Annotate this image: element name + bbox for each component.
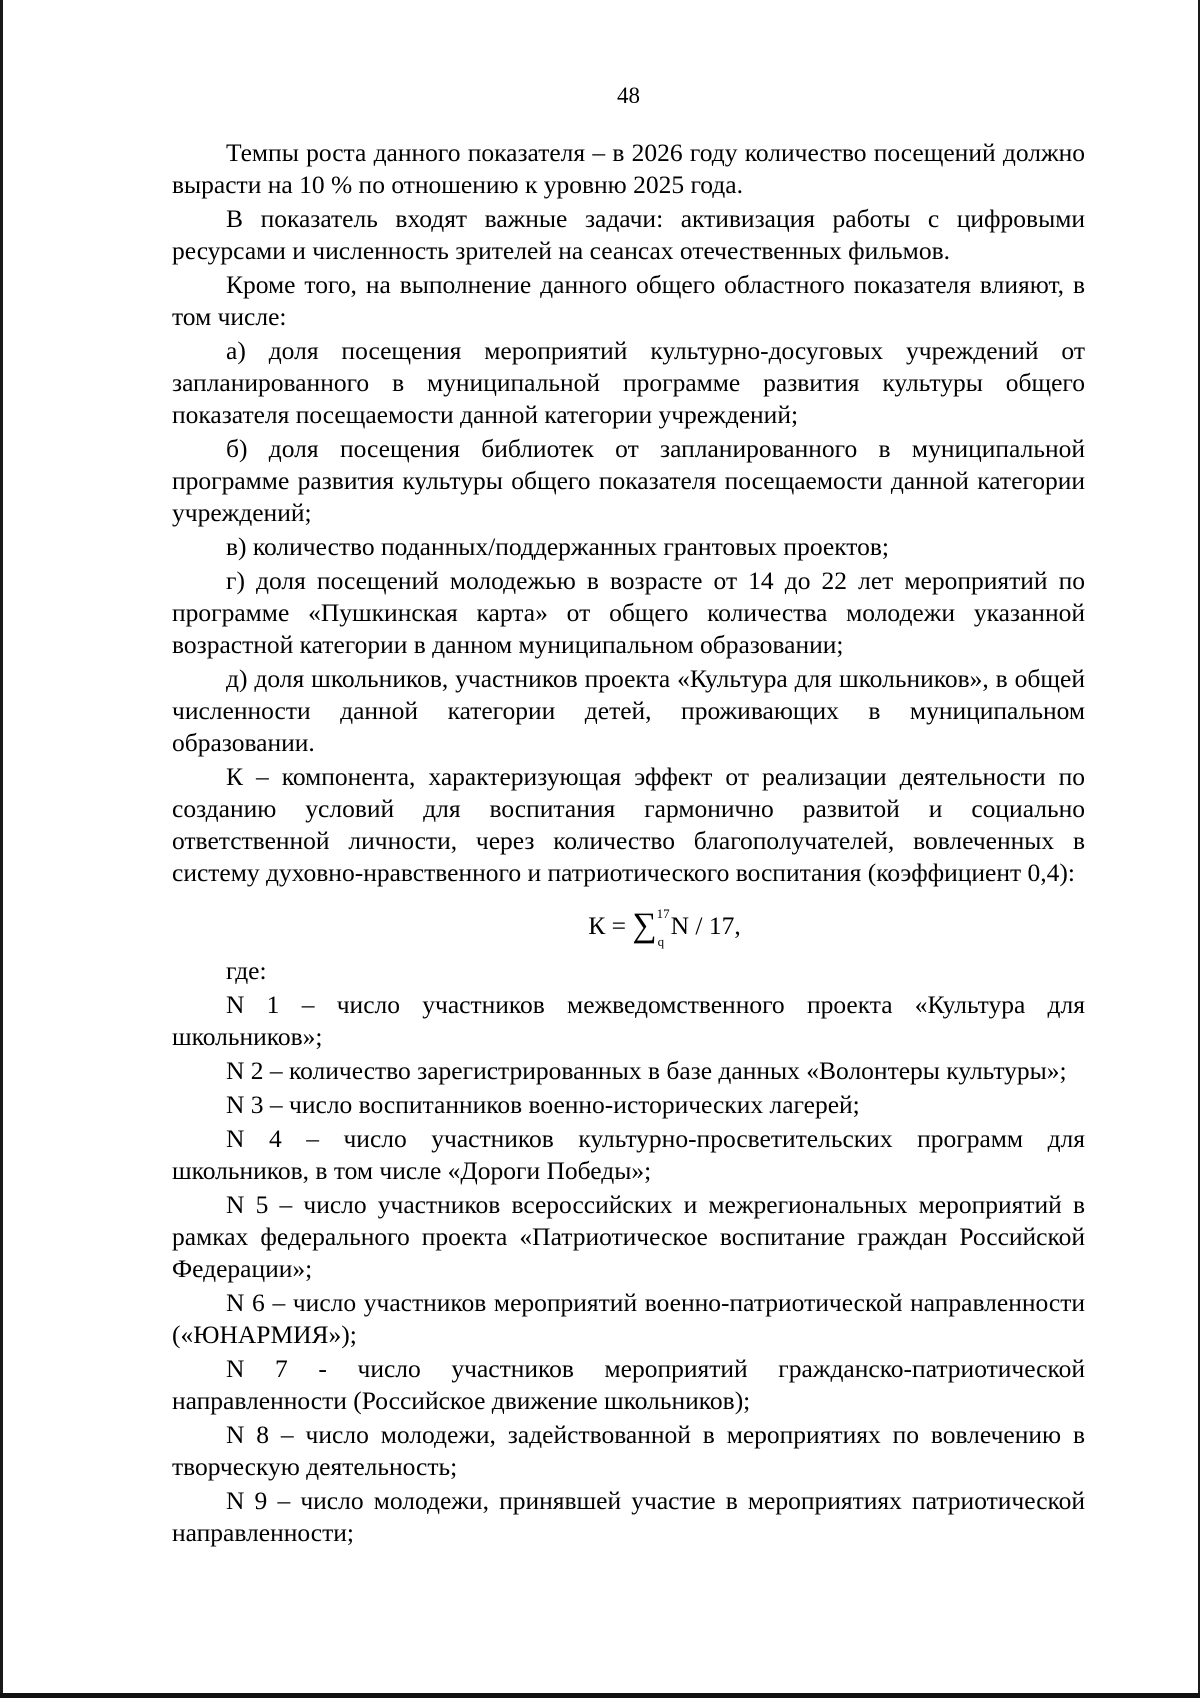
definition-n2: N 2 – количество зарегистрированных в базе данных «Волонтеры культуры»; xyxy=(226,1056,1067,1085)
definition-n8: N 8 – число молодежи, задействованной в мероприятиях по вовлечению в творческую деятельность; xyxy=(172,1420,1085,1481)
list-item-a: а) доля посещения мероприятий культурно-досуговых учреждений от запланированного в муниципальной программе развития культуры общего показателя посещаемости данной категории учреждений; xyxy=(172,336,1085,429)
paragraph-influence-intro: Кроме того, на выполнение данного общего областного показателя влияют, в том числе: xyxy=(172,270,1085,331)
document-body xyxy=(172,137,1085,1551)
definition-n1: N 1 – число участников межведомственного проекта «Культура для школьников»; xyxy=(172,990,1085,1051)
sum-upper-limit: 17 xyxy=(656,906,670,922)
definition-n6: N 6 – число участников мероприятий военно-патриотической направленности («ЮНАРМИЯ»); xyxy=(172,1288,1085,1349)
definition-n5: N 5 – число участников всероссийских и межрегиональных мероприятий в рамках федерального проекта «Патриотическое воспитание граждан Российской Федерации»; xyxy=(172,1190,1085,1283)
sum-lower-limit: q xyxy=(657,934,665,950)
definition-n7: N 7 - число участников мероприятий гражданско-патриотической направленности (Российское движение школьников); xyxy=(172,1354,1085,1415)
definition-n3: N 3 – число воспитанников военно-исторических лагерей; xyxy=(226,1090,860,1119)
paragraph-k-component: К – компонента, характеризующая эффект от реализации деятельности по созданию условий для воспитания гармонично развитой и социально ответственной личности, через количество благополучателей, вовлеченных в систему духовно-нравственного и патриотического воспитания (коэффициент 0,4): xyxy=(172,762,1085,887)
formula-k xyxy=(208,903,1121,949)
scan-border-bottom xyxy=(0,1693,1200,1698)
page-number: 48 xyxy=(617,83,640,108)
definition-n9: N 9 – число молодежи, принявшей участие в мероприятиях патриотической направленности; xyxy=(172,1486,1085,1547)
formula-lhs: К = xyxy=(588,911,633,940)
scan-border-left xyxy=(0,0,3,1698)
sum-limits xyxy=(657,905,669,951)
list-item-g: г) доля посещений молодежью в возрасте от 14 до 22 лет мероприятий по программе «Пушкинская карта» от общего количества молодежи указанной возрастной категории в данном муниципальном образовании; xyxy=(172,566,1085,659)
paragraph-tasks: В показатель входят важные задачи: активизация работы с цифровыми ресурсами и численность зрителей на сеансах отечественных фильмов. xyxy=(172,204,1085,265)
sigma-symbol: ∑ xyxy=(632,907,657,945)
list-item-v: в) количество поданных/поддержанных грантовых проектов; xyxy=(226,532,889,561)
list-item-d: д) доля школьников, участников проекта «Культура для школьников», в общей численности данной категории детей, проживающих в муниципальном образовании. xyxy=(172,664,1085,757)
formula-rhs: N / 17, xyxy=(670,911,741,940)
definition-n4: N 4 – число участников культурно-просветительских программ для школьников, в том числе «Дороги Победы»; xyxy=(172,1124,1085,1185)
paragraph-growth-rate: Темпы роста данного показателя – в 2026 году количество посещений должно вырасти на 10 % по отношению к уровню 2025 года. xyxy=(172,138,1085,199)
list-item-b: б) доля посещения библиотек от запланированного в муниципальной программе развития культуры общего показателя посещаемости данной категории учреждений; xyxy=(172,434,1085,527)
paragraph-where: где: xyxy=(226,956,267,985)
